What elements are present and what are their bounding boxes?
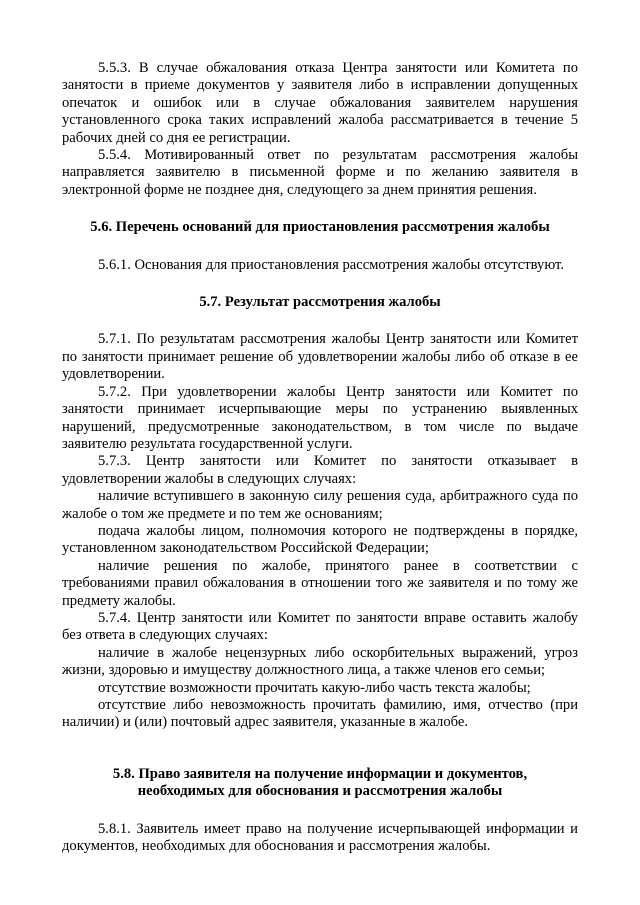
list-item: наличие решения по жалобе, принятого ранее в соответствии с требованиями правил обжалования в отношении того же заявителя и по тому же предмету жалобы. [62, 557, 578, 609]
spacer [62, 199, 578, 219]
list-item: отсутствие либо невозможность прочитать фамилию, имя, отчество (при наличии) и (или) почтовый адрес заявителя, указанные в жалобе. [62, 697, 578, 731]
paragraph-5-7-3: 5.7.3. Центр занятости или Комитет по занятости отказывает в удовлетворении жалобы в следующих случаях: [62, 453, 578, 487]
list-item: подача жалобы лицом, полномочия которого не подтверждены в порядке, установленном законодательством Российской Федерации; [62, 522, 578, 557]
heading-5-8-line-1: 5.8. Право заявителя на получение информации и документов, [112, 765, 528, 782]
spacer [62, 311, 578, 331]
paragraph-5-7-4: 5.7.4. Центр занятости или Комитет по занятости вправе оставить жалобу без ответа в следующих случаях: [62, 609, 578, 644]
list-item: отсутствие возможности прочитать какую-либо часть текста жалобы; [98, 679, 531, 696]
list-item: наличие вступившего в законную силу решения суда, арбитражного суда по жалобе о том же предмете и по тем же основаниям; [62, 488, 578, 522]
paragraph-5-5-4: 5.5.4. Мотивированный ответ по результатам рассмотрения жалобы направляется заявителю в письменной форме и по желанию заявителя в электронной форме не позднее дня, следующего за днем принятия решения. [62, 147, 578, 198]
paragraph-5-6-1: 5.6.1. Основания для приостановления рассмотрения жалобы отсутствуют. [98, 256, 564, 273]
heading-5-6: 5.6. Перечень оснований для приостановления рассмотрения жалобы [90, 219, 550, 236]
paragraph-5-7-2: 5.7.2. При удовлетворении жалобы Центр занятости или Комитет по занятости принимает исчерпывающие меры по устранению выявленных нарушений, предусмотренные законодательством, в том числе по выдаче заявителю результата государственной услуги. [62, 383, 578, 452]
paragraph-5-5-3: 5.5.3. В случае обжалования отказа Центра занятости или Комитета по занятости в приеме документов у заявителя либо в исправлении допущенных опечаток и ошибок или в случае обжалования заявителем нарушения установленного срока таких исправлений жалоба рассматривается в течение 5 рабочих дней со дня ее регистрации. [62, 60, 578, 146]
spacer [62, 801, 578, 821]
spacer [62, 732, 578, 766]
paragraph-5-8-1: 5.8.1. Заявитель имеет право на получение исчерпывающей информации и документов, необходимых для обоснования и рассмотрения жалобы. [62, 820, 578, 855]
paragraph-5-7-1: 5.7.1. По результатам рассмотрения жалобы Центр занятости или Комитет по занятости принимает решение об удовлетворении жалобы либо об отказе в ее удовлетворении. [62, 331, 578, 383]
document-page [62, 60, 578, 855]
heading-5-8-line-2: необходимых для обоснования и рассмотрения жалобы [137, 783, 503, 800]
heading-5-8 [62, 766, 578, 801]
list-item: наличие в жалобе нецензурных либо оскорбительных выражений, угроз жизни, здоровью и имуществу должностного лица, а также членов его семьи; [62, 644, 578, 679]
heading-5-7: 5.7. Результат рассмотрения жалобы [199, 294, 441, 311]
spacer [62, 237, 578, 257]
spacer [62, 274, 578, 294]
